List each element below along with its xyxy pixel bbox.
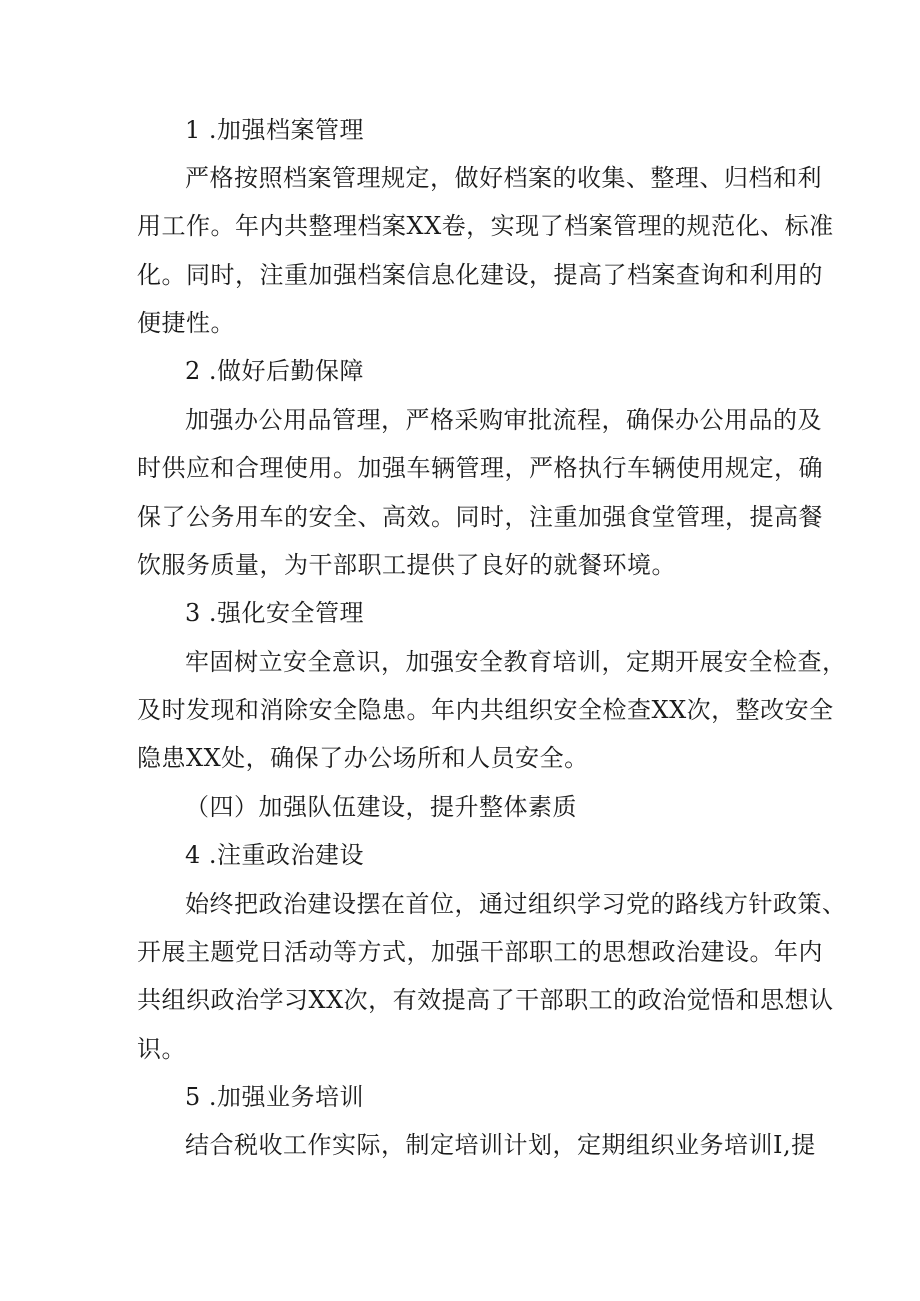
section-1-line-2: 用工作。年内共整理档案XX卷，实现了档案管理的规范化、标准 <box>137 212 834 240</box>
section-4-line-2: 开展主题党日活动等方式，加强干部职工的思想政治建设。年内 <box>137 938 823 966</box>
section-heading-4: 4 .注重政治建设 <box>185 841 365 869</box>
section-heading-2: 2 .做好后勤保障 <box>185 357 365 385</box>
section-4-line-1: 始终把政治建设摆在首位，通过组织学习党的路线方针政策、 <box>185 890 847 918</box>
section-4-line-3: 共组织政治学习XX次，有效提高了干部职工的政治觉悟和思想认 <box>137 986 834 1014</box>
section-3-line-1: 牢固树立安全意识，加强安全教育培训，定期开展安全检查， <box>185 648 847 676</box>
section-2-line-1: 加强办公用品管理，严格采购审批流程，确保办公用品的及 <box>185 406 822 434</box>
section-heading-5: 5 .加强业务培训 <box>185 1083 365 1111</box>
section-2-line-2: 时供应和合理使用。加强车辆管理，严格执行车辆使用规定，确 <box>137 454 823 482</box>
subsection-title: （四）加强队伍建设，提升整体素质 <box>185 793 577 821</box>
section-3-line-2: 及时发现和消除安全隐患。年内共组织安全检查XX次，整改安全 <box>137 696 834 724</box>
section-4-line-4: 识。 <box>137 1035 186 1063</box>
section-heading-1: 1 .加强档案管理 <box>185 116 365 144</box>
section-2-line-3: 保了公务用车的安全、高效。同时，注重加强食堂管理，提高餐 <box>137 503 823 531</box>
section-3-line-3: 隐患XX处，确保了办公场所和人员安全。 <box>137 744 589 772</box>
section-1-line-4: 便捷性。 <box>137 309 235 337</box>
section-2-line-4: 饮服务质量，为干部职工提供了良好的就餐环境。 <box>137 551 676 579</box>
section-1-line-1: 严格按照档案管理规定，做好档案的收集、整理、归档和利 <box>185 164 822 192</box>
section-1-line-3: 化。同时，注重加强档案信息化建设，提高了档案查询和利用的 <box>137 261 823 289</box>
section-5-line-1: 结合税收工作实际，制定培训计划，定期组织业务培训I,提 <box>185 1131 816 1159</box>
section-heading-3: 3 .强化安全管理 <box>185 599 365 627</box>
